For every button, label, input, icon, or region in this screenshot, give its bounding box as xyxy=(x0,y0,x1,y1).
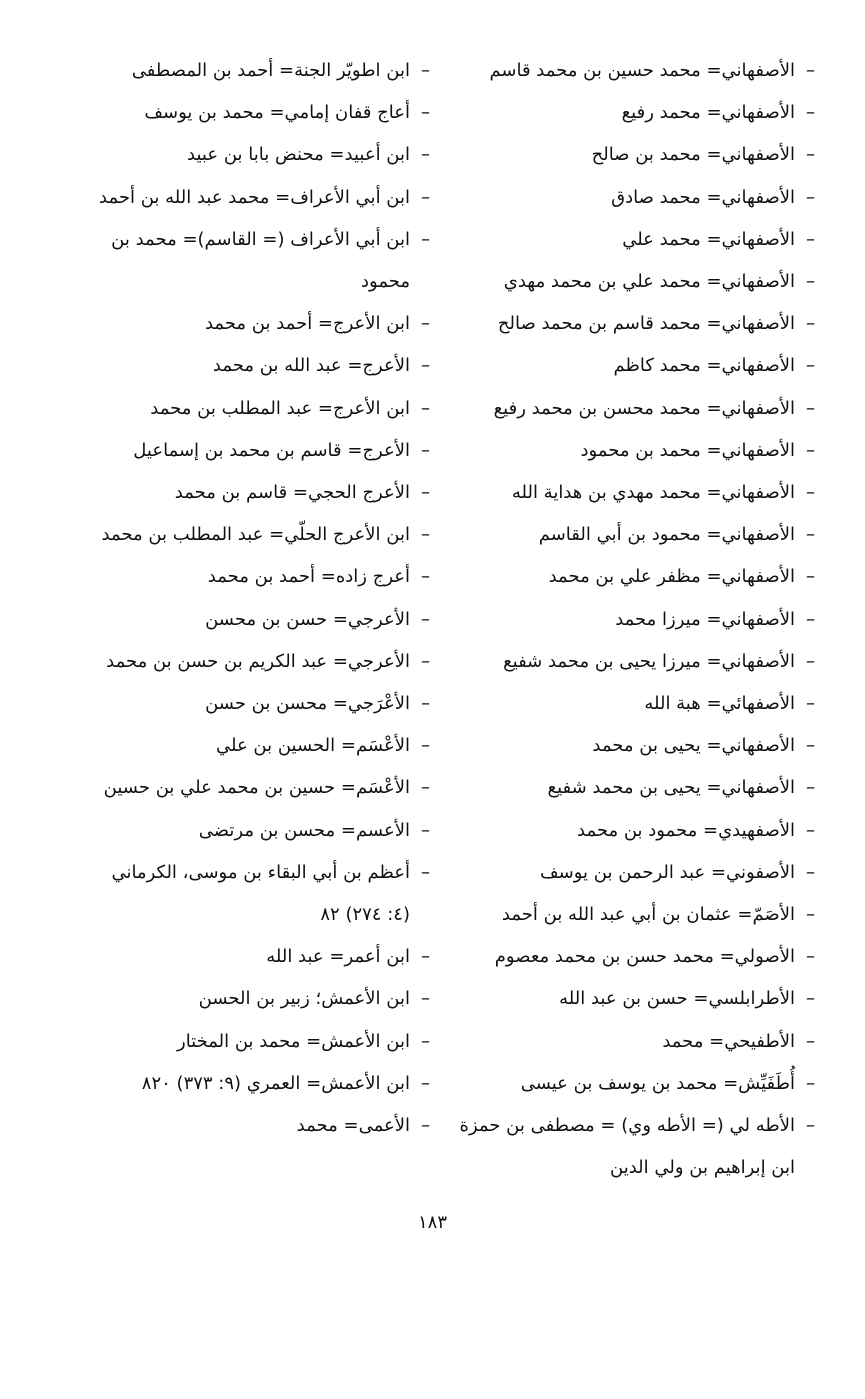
entry-dash: – xyxy=(806,144,815,166)
index-column-right xyxy=(440,50,815,1189)
index-entry xyxy=(85,1021,430,1063)
entry-text: الأصفهاني= محمد علي بن محمد مهدي xyxy=(503,271,795,293)
entry-text: ابن أبي الأعراف (= القاسم)= محمد بن محمود xyxy=(111,228,410,293)
entry-dash: – xyxy=(421,777,430,799)
entry-dash: – xyxy=(806,693,815,715)
entry-dash: – xyxy=(421,1072,430,1094)
entry-dash: – xyxy=(806,650,815,672)
entry-text: الأصفوني= عبد الرحمن بن يوسف xyxy=(540,861,795,883)
index-entry xyxy=(440,303,815,345)
index-entry xyxy=(85,388,430,430)
index-entry xyxy=(440,556,815,598)
index-entry xyxy=(85,852,430,936)
entry-dash: – xyxy=(421,819,430,841)
index-entry xyxy=(85,514,430,556)
index-entry xyxy=(85,472,430,514)
entry-dash: – xyxy=(806,946,815,968)
index-entry xyxy=(440,472,815,514)
entry-dash: – xyxy=(806,397,815,419)
entry-dash: – xyxy=(421,228,430,250)
entry-dash: – xyxy=(806,186,815,208)
entry-text: ابن أعمر= عبد الله xyxy=(266,946,410,968)
entry-dash: – xyxy=(421,439,430,461)
index-entry xyxy=(440,345,815,387)
index-entry xyxy=(440,1021,815,1063)
index-entry xyxy=(440,134,815,176)
index-entry xyxy=(440,725,815,767)
index-entry xyxy=(440,936,815,978)
entry-dash: – xyxy=(421,608,430,630)
entry-text: أعظم بن أبي البقاء بن موسى، الكرماني (٤: ٢٧٤) ٨٢ xyxy=(111,861,410,926)
index-entry xyxy=(85,177,430,219)
index-entry xyxy=(85,978,430,1020)
entry-text: الأعرجي= حسن بن محسن xyxy=(205,608,410,630)
index-entry xyxy=(440,388,815,430)
entry-dash: – xyxy=(806,1072,815,1094)
entry-dash: – xyxy=(421,482,430,504)
entry-text: الأصفهاني= محمد علي xyxy=(622,228,795,250)
index-entry xyxy=(85,810,430,852)
entry-text: الأصفهاني= يحيى بن محمد شفيع xyxy=(547,777,795,799)
entry-text: الأصفهاني= محمد قاسم بن محمد صالح xyxy=(497,313,795,335)
entry-dash: – xyxy=(806,439,815,461)
entry-dash: – xyxy=(806,355,815,377)
page-number: ١٨٣ xyxy=(417,1212,447,1233)
entry-text: الأصفهاني= ميرزا يحيى بن محمد شفيع xyxy=(503,650,795,672)
entry-text: الأعْسَم= الحسين بن علي xyxy=(215,735,410,757)
entry-text: الأعرج= عبد الله بن محمد xyxy=(212,355,410,377)
entry-text: الأصفهاني= محمد مهدي بن هداية الله xyxy=(511,482,795,504)
entry-text: الأصفهائي= هبة الله xyxy=(644,693,795,715)
index-entry xyxy=(85,1063,430,1105)
index-entry xyxy=(440,810,815,852)
entry-dash: – xyxy=(806,1030,815,1052)
entry-text: الأصفهاني= محمد بن صالح xyxy=(591,144,795,166)
entry-text: الأطه لي (= الأطه وي) = مصطفى بن حمزة ابن إبراهيم بن ولي الدين xyxy=(459,1115,795,1179)
index-entry xyxy=(440,92,815,134)
entry-dash: – xyxy=(421,102,430,124)
index-entry xyxy=(440,767,815,809)
index-entry xyxy=(440,599,815,641)
entry-text: ابن الأعرج= أحمد بن محمد xyxy=(204,313,410,335)
entry-dash: – xyxy=(806,608,815,630)
entry-dash: – xyxy=(806,988,815,1010)
entry-text: الأصفهاني= محمد محسن بن محمد رفيع xyxy=(493,397,795,419)
index-entry xyxy=(440,1105,815,1189)
entry-dash: – xyxy=(421,1115,430,1137)
index-column-left xyxy=(85,50,430,1147)
index-entry xyxy=(85,725,430,767)
index-entry xyxy=(440,219,815,261)
entry-dash: – xyxy=(806,819,815,841)
entry-dash: – xyxy=(806,566,815,588)
entry-dash: – xyxy=(806,904,815,926)
entry-dash: – xyxy=(421,861,430,883)
entry-dash: – xyxy=(806,482,815,504)
entry-dash: – xyxy=(421,60,430,81)
index-entry xyxy=(440,894,815,936)
entry-dash: – xyxy=(806,1115,815,1137)
entry-text: الأصفهاني= محمد كاظم xyxy=(613,355,795,377)
entry-text: الأصفهاني= ميرزا محمد xyxy=(615,608,795,630)
entry-text: الأصفهاني= يحيى بن محمد xyxy=(592,735,795,757)
entry-dash: – xyxy=(421,650,430,672)
entry-dash: – xyxy=(806,861,815,883)
entry-text: الأعسم= محسن بن مرتضى xyxy=(198,819,410,841)
entry-text: الأصفهيدي= محمود بن محمد xyxy=(577,819,795,841)
index-entry xyxy=(85,556,430,598)
entry-dash: – xyxy=(806,313,815,335)
entry-dash: – xyxy=(806,777,815,799)
entry-dash: – xyxy=(421,946,430,968)
entry-dash: – xyxy=(421,313,430,335)
entry-text: الأعرج الحجي= قاسم بن محمد xyxy=(174,482,410,504)
entry-text: أُطَفَيِّش= محمد بن يوسف بن عيسى xyxy=(520,1072,795,1094)
entry-dash: – xyxy=(421,1030,430,1052)
index-entry xyxy=(85,134,430,176)
entry-text: ابن أعبيد= محنض بابا بن عبيد xyxy=(187,144,410,166)
index-entry xyxy=(440,852,815,894)
entry-text: ابن الأعمش؛ زبير بن الحسن xyxy=(198,988,410,1010)
entry-text: الأصفهاني= محمد حسين بن محمد قاسم xyxy=(489,60,795,81)
entry-dash: – xyxy=(806,271,815,293)
index-entry xyxy=(440,1063,815,1105)
entry-text: الأطرابلسي= حسن بن عبد الله xyxy=(559,988,795,1010)
entry-text: الأعمى= محمد xyxy=(296,1115,410,1137)
entry-dash: – xyxy=(421,566,430,588)
entry-text: الأصفهاني= محمود بن أبي القاسم xyxy=(538,524,795,546)
index-entry xyxy=(85,430,430,472)
entry-text: ابن الأعرج= عبد المطلب بن محمد xyxy=(150,397,410,419)
index-entry xyxy=(85,936,430,978)
entry-text: ابن الأعرج الحلّي= عبد المطلب بن محمد xyxy=(101,524,410,546)
index-entry xyxy=(440,430,815,472)
entry-text: ابن الأعمش= محمد بن المختار xyxy=(177,1030,410,1052)
entry-text: ابن أبي الأعراف= محمد عبد الله بن أحمد xyxy=(99,186,410,208)
entry-text: ابن اطويّر الجنة= أحمد بن المصطفى xyxy=(131,60,410,81)
index-entry xyxy=(85,599,430,641)
entry-text: الأعْسَم= حسين بن محمد علي بن حسين xyxy=(103,777,410,799)
entry-text: الأصفهاني= محمد صادق xyxy=(611,186,795,208)
entry-dash: – xyxy=(421,186,430,208)
entry-dash: – xyxy=(421,144,430,166)
entry-dash: – xyxy=(421,355,430,377)
index-entry xyxy=(440,50,815,92)
entry-text: ابن الأعمش= العمري (٩: ٣٧٣) ٨٢٠ xyxy=(141,1072,410,1094)
entry-dash: – xyxy=(806,524,815,546)
index-entry xyxy=(85,303,430,345)
entry-text: الأعرجي= عبد الكريم بن حسن بن محمد xyxy=(106,650,410,672)
entry-text: الأعْرَجي= محسن بن حسن xyxy=(205,693,410,715)
index-entry xyxy=(440,641,815,683)
entry-text: الأصَمّ= عثمان بن أبي عبد الله بن أحمد xyxy=(501,904,795,926)
entry-dash: – xyxy=(806,102,815,124)
index-entry xyxy=(85,219,430,303)
entry-dash: – xyxy=(421,693,430,715)
entry-text: أعاج قفان إمامي= محمد بن يوسف xyxy=(144,102,410,124)
entry-text: الأصفهاني= مظفر علي بن محمد xyxy=(548,566,795,588)
entry-dash: – xyxy=(421,988,430,1010)
index-entry xyxy=(85,345,430,387)
entry-text: أعرج زاده= أحمد بن محمد xyxy=(207,566,410,588)
entry-dash: – xyxy=(421,397,430,419)
index-entry xyxy=(85,767,430,809)
entry-dash: – xyxy=(806,60,815,81)
entry-text: الأصولي= محمد حسن بن محمد معصوم xyxy=(494,946,795,968)
index-entry xyxy=(85,641,430,683)
entry-text: الأصفهاني= محمد بن محمود xyxy=(580,439,795,461)
index-entry xyxy=(85,683,430,725)
entry-dash: – xyxy=(421,735,430,757)
index-entry xyxy=(440,683,815,725)
entry-dash: – xyxy=(806,228,815,250)
entry-text: الأطفيحي= محمد xyxy=(662,1030,795,1052)
index-entry xyxy=(85,92,430,134)
entry-text: الأعرج= قاسم بن محمد بن إسماعيل xyxy=(133,439,410,461)
index-entry xyxy=(85,50,430,92)
entry-dash: – xyxy=(806,735,815,757)
index-entry xyxy=(440,261,815,303)
index-entry xyxy=(440,177,815,219)
entry-text: الأصفهاني= محمد رفيع xyxy=(621,102,795,124)
entry-dash: – xyxy=(421,524,430,546)
index-entry xyxy=(85,1105,430,1147)
index-entry xyxy=(440,978,815,1020)
index-entry xyxy=(440,514,815,556)
